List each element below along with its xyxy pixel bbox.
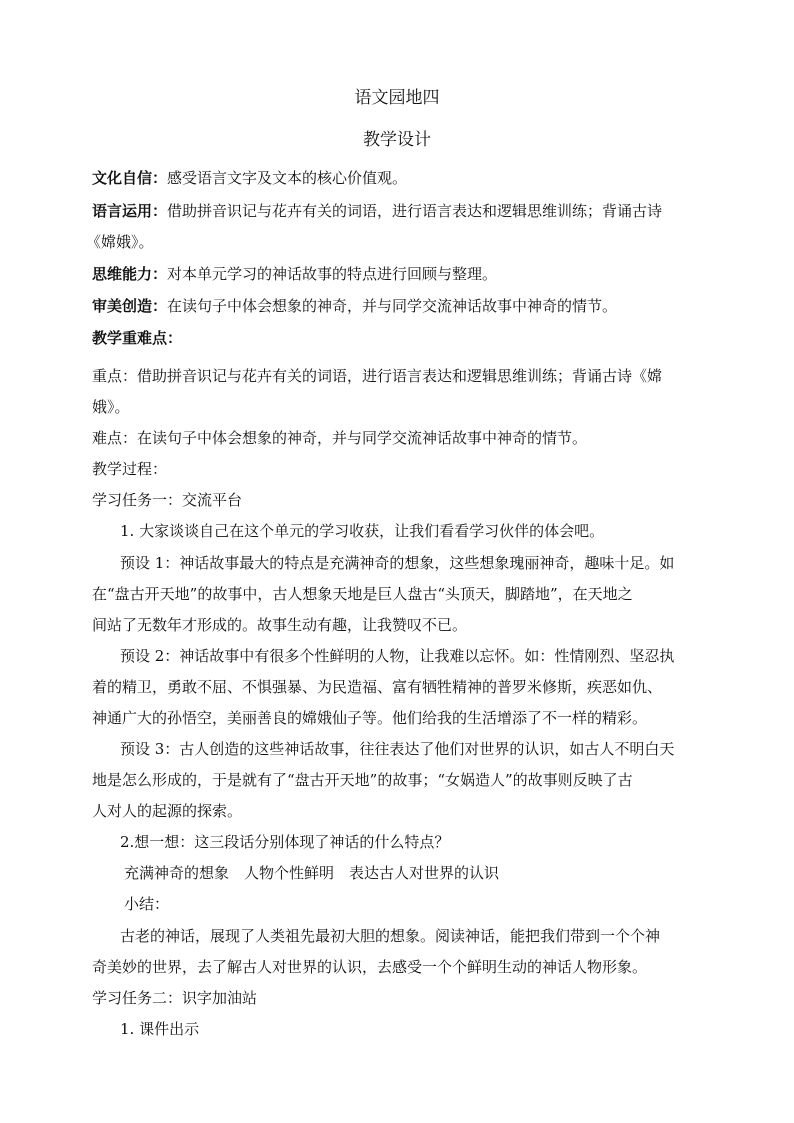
summary-line: 古老的神话，展现了人类祖先最初大胆的想象。阅读神话，能把我们带到一个个神 <box>120 927 661 945</box>
task1-item1: 1. 大家谈谈自己在这个单元的学习收获，让我们看看学习伙伴的体会吧。 <box>120 522 605 540</box>
objective-label: 语言运用： <box>92 202 168 220</box>
document-subtitle: 教学设计 <box>363 130 431 150</box>
objective-label: 思维能力： <box>92 265 168 283</box>
objective-language <box>92 201 662 221</box>
preset2-line: 着的精卫，勇敢不屈、不惧强暴、为民造福、富有牺牲精神的普罗米修斯，疾恶如仇、 <box>92 678 663 696</box>
preset2-line: 神通广大的孙悟空，美丽善良的嫦娥仙子等。他们给我的生活增添了不一样的精彩。 <box>92 709 648 727</box>
objective-text: 借助拼音识记与花卉有关的词语，进行语言表达和逻辑思维训练；背诵古诗 <box>167 202 663 220</box>
objective-text: 在读句子中体会想象的神奇，并与同学交流神话故事中神奇的情节。 <box>167 297 618 315</box>
task1-item2: 2.想一想：这三段话分别体现了神话的什么特点？ <box>120 833 450 851</box>
preset1-line: 间站了无数年才形成的。故事生动有趣，让我赞叹不已。 <box>92 616 468 634</box>
summary-line: 奇美妙的世界，去了解古人对世界的认识，去感受一个个鲜明生动的神话人物形象。 <box>92 958 648 976</box>
difficult-point: 难点：在读句子中体会想象的神奇，并与同学交流神话故事中神奇的情节。 <box>92 429 588 447</box>
key-point-cont: 娥》。 <box>92 398 130 416</box>
preset2-line: 预设 2：神话故事中有很多个性鲜明的人物，让我难以忘怀。如：性情刚烈、坚忍执 <box>120 647 675 665</box>
task1-heading: 学习任务一：交流平台 <box>92 491 243 509</box>
task2-item1: 1. 课件出示 <box>120 1020 200 1038</box>
preset1-line: 在“盘古开天地”的故事中，古人想象天地是巨人盘古“头顶天，脚踏地”，在天地之 <box>92 585 633 603</box>
preset3-line: 人对人的起源的探索。 <box>92 802 243 820</box>
task1-item2-answer: 充满神奇的想象 人物个性鲜明 表达古人对世界的认识 <box>124 864 500 882</box>
objective-aesthetic <box>92 296 617 316</box>
objective-language-cont: 《嫦娥》。 <box>86 233 154 251</box>
preset1-line: 预设 1：神话故事最大的特点是充满神奇的想象，这些想象瑰丽神奇，趣味十足。如 <box>120 554 675 572</box>
objective-text: 感受语言文字及文本的核心价值观。 <box>167 169 408 187</box>
summary-label: 小结： <box>124 895 170 913</box>
task2-heading: 学习任务二：识字加油站 <box>92 989 258 1007</box>
objective-label: 文化自信： <box>92 169 168 187</box>
preset3-line: 地是怎么形成的，于是就有了“盘古开天地”的故事；“女娲造人”的故事则反映了古 <box>92 771 633 789</box>
objective-thinking <box>92 264 497 284</box>
key-difficult-heading: 教学重难点： <box>92 329 183 347</box>
preset3-line: 预设 3：古人创造的这些神话故事，往往表达了他们对世界的认识，如古人不明白天 <box>120 740 675 758</box>
document-title: 语文园地四 <box>354 88 440 108</box>
objective-label: 审美创造： <box>92 297 168 315</box>
objective-culture <box>92 168 407 188</box>
process-heading: 教学过程： <box>92 460 168 478</box>
objective-text: 对本单元学习的神话故事的特点进行回顾与整理。 <box>167 265 498 283</box>
key-point: 重点：借助拼音识记与花卉有关的词语，进行语言表达和逻辑思维训练；背诵古诗《嫦 <box>92 367 663 385</box>
